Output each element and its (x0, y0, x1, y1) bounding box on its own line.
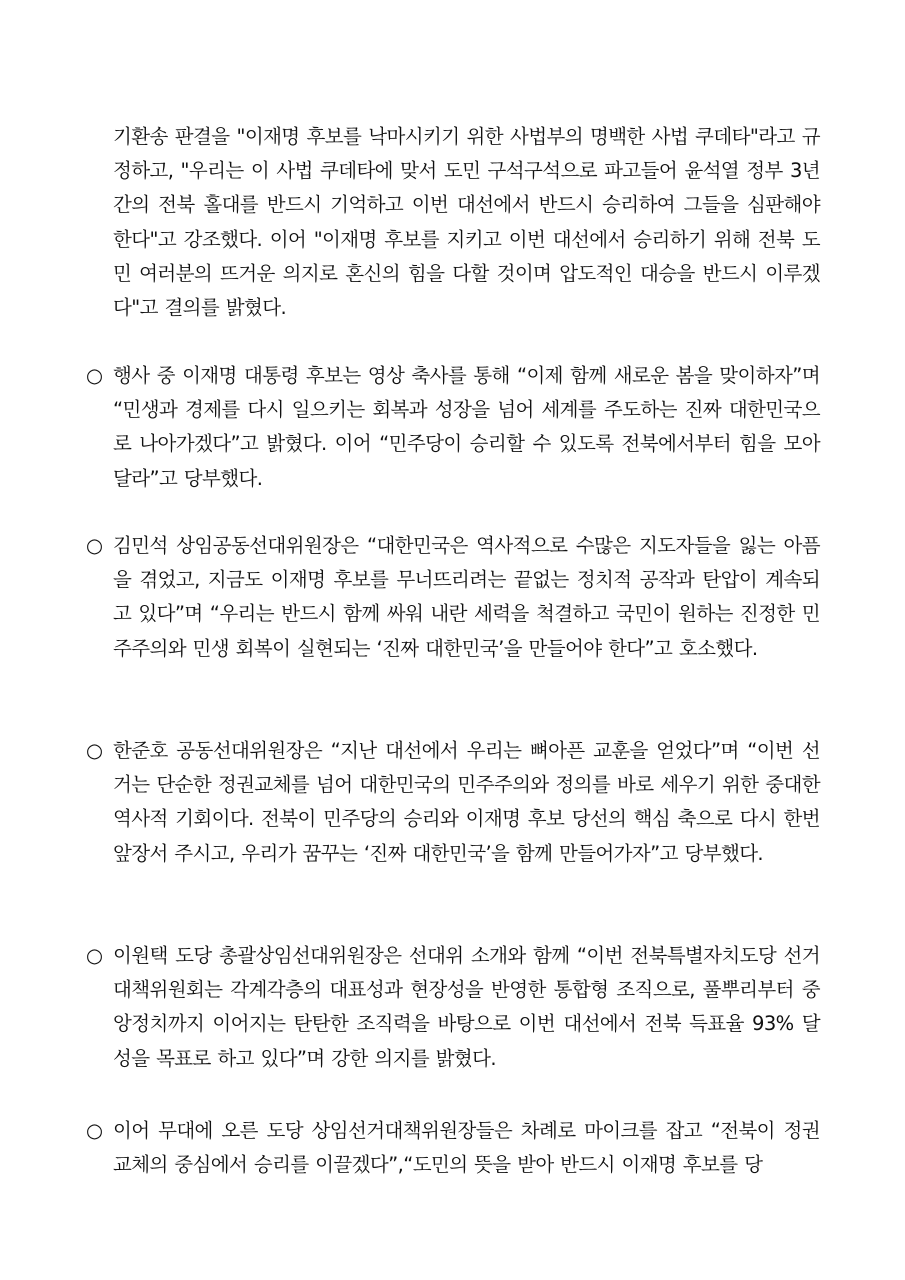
bullet-paragraph-kim-minseok (86, 529, 820, 666)
paragraph-text: 이어 무대에 오른 도당 상임선거대책위원장들은 차례로 마이크를 잡고 “전북이 정권교체의 중심에서 승리를 이끌겠다”,“도민의 뜻을 받아 반드시 이재명 후보를 당 (113, 1119, 820, 1177)
bullet-circle: ○ (86, 739, 103, 762)
paragraph-text: 김민석 상임공동선대위원장은 “대한민국은 역사적으로 수많은 지도자들을 잃는 아픔을 겪었고, 지금도 이재명 후보를 무너뜨리려는 끝없는 정치적 공작과 탄압이 계속되고 있다”며 “우리는 반드시 함께 싸워 내란 세력을 척결하고 국민이 원하는 진정한 민주주의와 민생 회복이 실현되는 ‘진짜 대한민국’을 만들어야 한다”고 호소했다. (113, 534, 820, 660)
paragraph-text: 기환송 판결을 "이재명 후보를 낙마시키기 위한 사법부의 명백한 사법 쿠데타"라고 규정하고, "우리는 이 사법 쿠데타에 맞서 도민 구석구석으로 파고들어 윤석열 정부 3년간의 전북 홀대를 반드시 기억하고 이번 대선에서 반드시 승리하여 그들을 심판해야 한다"고 강조했다. 이어 "이재명 후보를 지키고 이번 대선에서 승리하기 위해 전북 도민 여러분의 뜨거운 의지로 혼신의 힘을 다할 것이며 압도적인 대승을 반드시 이루겠다"고 결의를 밝혔다. (113, 125, 820, 320)
paragraph-continued (86, 120, 820, 325)
bullet-paragraph-committee-chairs (86, 1114, 820, 1182)
bullet-circle: ○ (86, 534, 103, 557)
paragraph-text: 한준호 공동선대위원장은 “지난 대선에서 우리는 뼈아픈 교훈을 얻었다”며 “이번 선거는 단순한 정권교체를 넘어 대한민국의 민주주의와 정의를 바로 세우기 위한 중대한 역사적 기회이다. 전북이 민주당의 승리와 이재명 후보 당선의 핵심 축으로 다시 한번 앞장서 주시고, 우리가 꿈꾸는 ‘진짜 대한민국’을 함께 만들어가자”고 당부했다. (113, 739, 820, 865)
bullet-circle: ○ (86, 1119, 103, 1142)
bullet-circle: ○ (86, 364, 103, 387)
bullet-paragraph-han-junho (86, 734, 820, 871)
paragraph-text: 이원택 도당 총괄상임선대위원장은 선대위 소개와 함께 “이번 전북특별자치도당 선거대책위원회는 각계각층의 대표성과 현장성을 반영한 통합형 조직으로, 풀뿌리부터 중앙정치까지 이어지는 탄탄한 조직력을 바탕으로 이번 대선에서 전북 득표율 93% 달성을 목표로 하고 있다”며 강한 의지를 밝혔다. (113, 944, 820, 1070)
bullet-circle: ○ (86, 944, 103, 967)
bullet-paragraph-lee-wontaek (86, 939, 820, 1076)
bullet-paragraph-candidate-message (86, 359, 820, 496)
paragraph-text: 행사 중 이재명 대통령 후보는 영상 축사를 통해 “이제 함께 새로운 봄을 맞이하자”며 “민생과 경제를 다시 일으키는 회복과 성장을 넘어 세계를 주도하는 진짜 대한민국으로 나아가겠다”고 밝혔다. 이어 “민주당이 승리할 수 있도록 전북에서부터 힘을 모아 달라”고 당부했다. (113, 364, 820, 490)
